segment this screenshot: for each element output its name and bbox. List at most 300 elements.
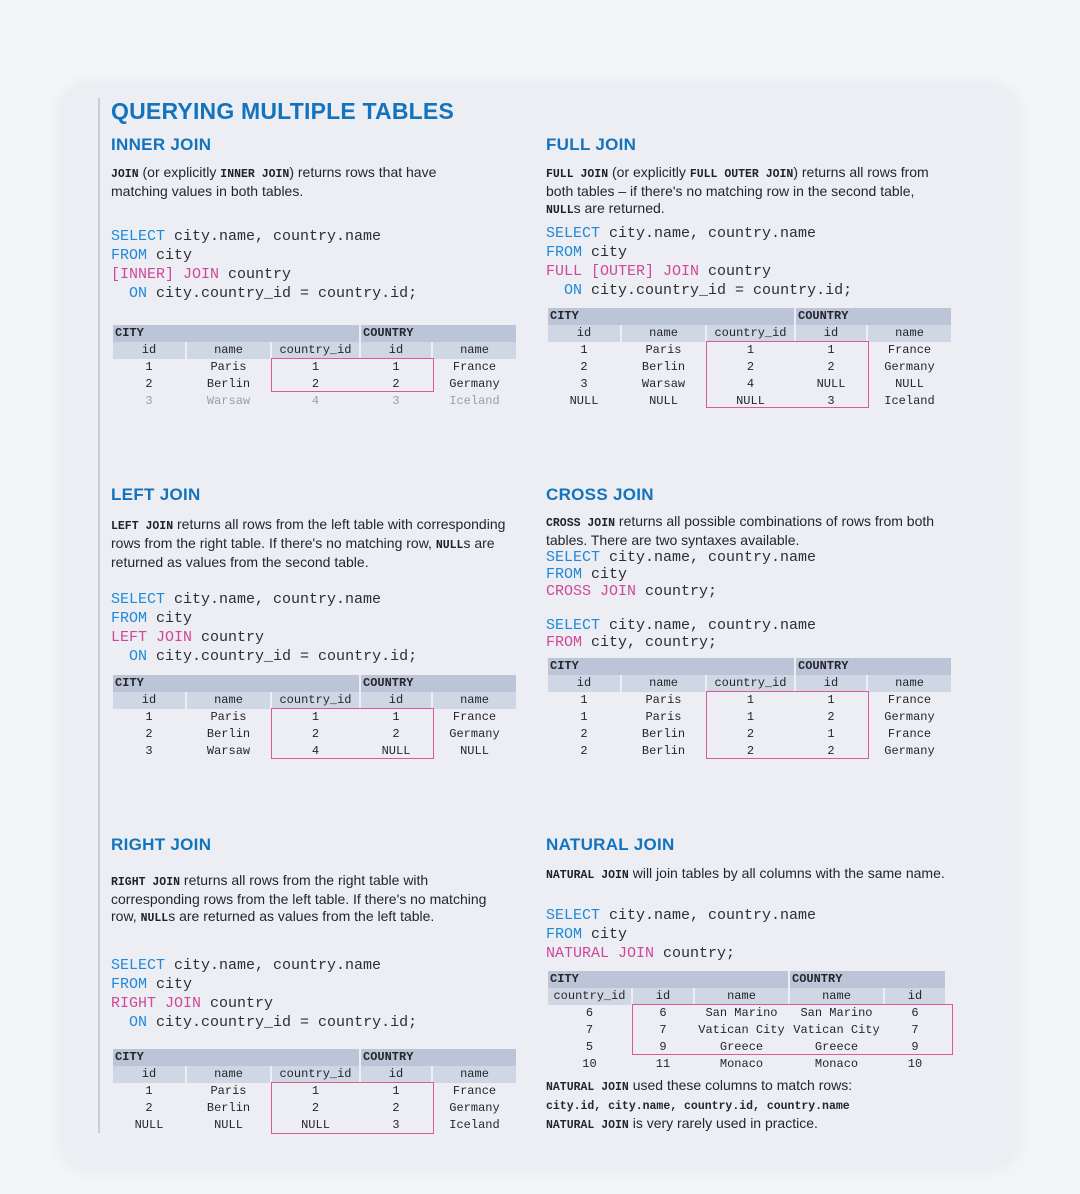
keyword: JOIN bbox=[111, 168, 139, 181]
column-header: id bbox=[796, 675, 866, 692]
table-cell: 1 bbox=[311, 1084, 320, 1098]
table-cell: 1 bbox=[392, 1084, 400, 1098]
sql-keyword: [INNER] JOIN bbox=[111, 266, 220, 283]
sql-keyword: SELECT bbox=[111, 591, 166, 608]
keyword: NATURAL JOIN bbox=[546, 869, 629, 882]
sql-text: city bbox=[582, 926, 628, 943]
table-row bbox=[113, 359, 516, 376]
table-cell: 10 bbox=[907, 1057, 923, 1071]
table-cell: Paris bbox=[210, 360, 247, 374]
table-cell: NULL bbox=[649, 394, 678, 408]
sql-text: city.name, country.name bbox=[165, 228, 382, 245]
column-header: id bbox=[361, 1066, 431, 1083]
right-table-name: COUNTRY bbox=[361, 325, 516, 342]
table-cell: Iceland bbox=[449, 1118, 500, 1132]
sql-keyword: FROM bbox=[546, 566, 583, 583]
column-header: id bbox=[548, 675, 620, 692]
sql-keyword: SELECT bbox=[546, 617, 601, 634]
table-cell: 1 bbox=[827, 343, 835, 357]
table-name-row bbox=[548, 658, 951, 675]
table-cell: Warsaw bbox=[206, 744, 251, 758]
table-cell: 4 bbox=[746, 377, 755, 391]
sql-text: country bbox=[219, 266, 292, 283]
table-cell: Berlin bbox=[641, 744, 686, 758]
table-cell: Berlin bbox=[206, 727, 251, 741]
table-cell: 2 bbox=[145, 377, 153, 391]
sql-keyword: ON bbox=[129, 1014, 148, 1031]
table-cell: 11 bbox=[655, 1057, 671, 1071]
table-name-row bbox=[113, 1049, 516, 1066]
table-header-row bbox=[548, 988, 945, 1005]
table-cell: Germany bbox=[884, 360, 935, 374]
text: ) returns rows that have matching values in both tables. bbox=[111, 164, 437, 199]
column-header: country_id bbox=[272, 1066, 359, 1083]
table-cell: 1 bbox=[746, 343, 755, 357]
natural-join-table bbox=[546, 971, 947, 1073]
code-block bbox=[546, 224, 852, 300]
table-cell: Germany bbox=[449, 1101, 500, 1115]
cross-join-description bbox=[546, 513, 951, 549]
right-table-name: COUNTRY bbox=[361, 675, 516, 692]
column-header: name bbox=[187, 342, 270, 359]
code-block bbox=[111, 227, 417, 303]
table-cell: NULL bbox=[134, 1118, 164, 1132]
table-header-row bbox=[113, 342, 516, 359]
left-join-code bbox=[111, 590, 417, 666]
full-join-code bbox=[546, 224, 852, 300]
keyword: CROSS JOIN bbox=[546, 517, 616, 530]
table-cell: 1 bbox=[145, 1084, 153, 1098]
table-cell: 2 bbox=[145, 727, 153, 741]
table-cell: Berlin bbox=[206, 377, 251, 391]
table-cell: Germany bbox=[884, 710, 935, 724]
table-cell: 2 bbox=[827, 360, 835, 374]
table-cell: NULL bbox=[816, 377, 846, 391]
keyword: INNER JOIN bbox=[220, 168, 290, 181]
table-cell: 9 bbox=[911, 1040, 919, 1054]
table-cell: Greece bbox=[814, 1040, 859, 1054]
text: is very rarely used in practice. bbox=[628, 1115, 818, 1131]
cross-join-code-alt bbox=[546, 617, 816, 651]
right-join-code bbox=[111, 956, 417, 1032]
table-cell: France bbox=[887, 343, 932, 357]
left-join-description bbox=[111, 516, 521, 571]
inner-join-code bbox=[111, 227, 417, 303]
keyword: FULL JOIN bbox=[546, 168, 609, 181]
sql-keyword: FULL [OUTER] JOIN bbox=[546, 263, 700, 280]
table-cell: NULL bbox=[381, 744, 411, 758]
table-cell: 7 bbox=[911, 1023, 919, 1037]
text: s are returned as values from the second table. bbox=[111, 535, 495, 570]
sql-keyword: ON bbox=[129, 285, 148, 302]
left-table-name: CITY bbox=[548, 308, 794, 325]
table-row bbox=[548, 1039, 945, 1056]
column-header: name bbox=[622, 675, 705, 692]
column-header: name bbox=[868, 675, 951, 692]
table-cell: NULL bbox=[736, 394, 765, 408]
sql-keyword: SELECT bbox=[546, 549, 601, 566]
sql-keyword: ON bbox=[129, 648, 148, 665]
column-header: name bbox=[790, 988, 883, 1005]
text: (or explicitly bbox=[608, 164, 690, 180]
text: returns all rows from the left table with corresponding rows from the right table. If there's no matching row, bbox=[111, 516, 506, 551]
natural-join-code bbox=[546, 906, 816, 963]
table-cell: 1 bbox=[580, 343, 588, 357]
table-cell: 6 bbox=[585, 1006, 594, 1020]
table-cell: 6 bbox=[911, 1006, 919, 1020]
table-row bbox=[113, 1100, 516, 1117]
natural-join-heading: NATURAL JOIN bbox=[546, 835, 675, 854]
table-cell: Monaco bbox=[814, 1057, 859, 1071]
table-row bbox=[113, 709, 516, 726]
table-row bbox=[548, 376, 951, 393]
table-cell: NULL bbox=[214, 1118, 243, 1132]
column-header: country_id bbox=[707, 675, 794, 692]
sql-keyword: SELECT bbox=[546, 225, 601, 242]
code-block bbox=[111, 956, 417, 1032]
table-row bbox=[548, 1005, 945, 1022]
keyword: NULL bbox=[140, 912, 169, 925]
table-header-row bbox=[113, 1066, 516, 1083]
code-block bbox=[546, 617, 816, 651]
table-cell: 3 bbox=[145, 744, 153, 758]
table-cell: France bbox=[887, 727, 932, 741]
column-header: id bbox=[361, 692, 431, 709]
keyword: NATURAL JOIN bbox=[546, 1081, 629, 1094]
table-cell: 2 bbox=[392, 377, 400, 391]
table-cell: 5 bbox=[585, 1040, 594, 1054]
sql-text: city bbox=[582, 566, 628, 583]
sql-text: city.name, country.name bbox=[600, 549, 817, 566]
section-cross-join bbox=[546, 485, 956, 549]
table-row bbox=[548, 709, 951, 726]
table-row bbox=[113, 1083, 516, 1100]
keyword: LEFT JOIN bbox=[111, 520, 174, 533]
column-header: id bbox=[548, 325, 620, 342]
table-cell: 1 bbox=[580, 710, 588, 724]
column-header: id bbox=[361, 342, 431, 359]
table-row bbox=[548, 726, 951, 743]
natural-result-table bbox=[546, 971, 947, 1073]
natural-join-note bbox=[546, 1077, 956, 1134]
table-cell: Paris bbox=[645, 710, 682, 724]
table-row bbox=[113, 726, 516, 743]
inner-result-table bbox=[111, 325, 518, 410]
table-cell: Paris bbox=[645, 343, 682, 357]
table-cell: Vatican City bbox=[698, 1023, 785, 1037]
table-cell: 2 bbox=[145, 1101, 153, 1115]
column-header: country_id bbox=[548, 988, 631, 1005]
column-header: id bbox=[113, 1066, 185, 1083]
table-row bbox=[548, 692, 951, 709]
table-cell: Paris bbox=[645, 693, 682, 707]
column-header: name bbox=[187, 1066, 270, 1083]
keyword: NULL bbox=[435, 539, 464, 552]
sql-keyword: ON bbox=[564, 282, 583, 299]
table-cell: France bbox=[887, 693, 932, 707]
sql-keyword: FROM bbox=[546, 244, 583, 261]
code-block bbox=[546, 549, 816, 600]
sql-text: city, country; bbox=[582, 634, 718, 651]
table-cell: San Marino bbox=[800, 1006, 873, 1020]
table-row bbox=[113, 1117, 516, 1134]
table-cell: 1 bbox=[827, 693, 835, 707]
right-table-name: COUNTRY bbox=[796, 658, 951, 675]
column-header: name bbox=[695, 988, 788, 1005]
table-cell: 4 bbox=[311, 744, 320, 758]
table-cell: 1 bbox=[145, 360, 153, 374]
sql-keyword: FROM bbox=[111, 247, 148, 264]
sql-text: country bbox=[201, 995, 274, 1012]
table-cell: Iceland bbox=[449, 394, 500, 408]
table-row bbox=[548, 342, 951, 359]
code-block bbox=[546, 906, 816, 963]
table-cell: 2 bbox=[827, 744, 835, 758]
table-cell: 1 bbox=[392, 710, 400, 724]
column-header: name bbox=[622, 325, 705, 342]
table-cell: Germany bbox=[449, 377, 500, 391]
table-name-row bbox=[548, 971, 945, 988]
sql-keyword: RIGHT JOIN bbox=[111, 995, 202, 1012]
column-header: name bbox=[868, 325, 951, 342]
keyword: RIGHT JOIN bbox=[111, 876, 181, 889]
sql-keyword: SELECT bbox=[546, 907, 601, 924]
right-table-name: COUNTRY bbox=[790, 971, 945, 988]
left-divider bbox=[98, 98, 100, 1133]
right-result-table bbox=[111, 1049, 518, 1134]
table-cell: 3 bbox=[392, 394, 400, 408]
table-cell: 2 bbox=[827, 710, 835, 724]
sql-text: city bbox=[582, 244, 628, 261]
table-header-row bbox=[548, 325, 951, 342]
cross-join-heading: CROSS JOIN bbox=[546, 485, 654, 504]
table-cell: 3 bbox=[827, 394, 835, 408]
table-cell: Warsaw bbox=[206, 394, 251, 408]
right-join-heading: RIGHT JOIN bbox=[111, 835, 212, 854]
sql-keyword: CROSS JOIN bbox=[546, 583, 637, 600]
table-cell: Paris bbox=[210, 1084, 247, 1098]
table-cell: 2 bbox=[311, 1101, 320, 1115]
sql-keyword: FROM bbox=[546, 926, 583, 943]
table-header-row bbox=[113, 692, 516, 709]
table-cell: 1 bbox=[311, 360, 320, 374]
table-cell: 2 bbox=[746, 360, 755, 374]
text: s are returned. bbox=[573, 200, 665, 216]
table-name-row bbox=[113, 675, 516, 692]
table-cell: 1 bbox=[746, 710, 755, 724]
table-cell: Germany bbox=[449, 727, 500, 741]
column-header: country_id bbox=[272, 692, 359, 709]
full-join-table bbox=[546, 308, 953, 410]
sql-text: country; bbox=[636, 583, 718, 600]
sql-keyword: FROM bbox=[111, 610, 148, 627]
left-join-heading: LEFT JOIN bbox=[111, 485, 201, 504]
sql-text: city bbox=[147, 610, 193, 627]
column-header: id bbox=[885, 988, 945, 1005]
table-cell: 1 bbox=[145, 710, 153, 724]
table-cell: 2 bbox=[392, 727, 400, 741]
inner-join-description bbox=[111, 164, 491, 200]
table-cell: Germany bbox=[884, 744, 935, 758]
page-title: QUERYING MULTIPLE TABLES bbox=[111, 98, 454, 124]
keyword: FULL OUTER JOIN bbox=[689, 168, 794, 181]
table-row bbox=[548, 393, 951, 410]
table-cell: Monaco bbox=[719, 1057, 764, 1071]
text: returns all possible combinations of rows from both tables. There are two syntaxes available. bbox=[546, 513, 935, 548]
table-row bbox=[113, 743, 516, 760]
section-inner-join bbox=[111, 135, 521, 200]
table-cell: NULL bbox=[569, 394, 599, 408]
table-cell: Berlin bbox=[206, 1101, 251, 1115]
left-join-table bbox=[111, 675, 518, 760]
table-row bbox=[548, 1022, 945, 1039]
sql-keyword: SELECT bbox=[111, 228, 166, 245]
left-table-name: CITY bbox=[548, 971, 788, 988]
table-name-row bbox=[548, 308, 951, 325]
sql-text: city.name, country.name bbox=[165, 591, 382, 608]
table-cell: 3 bbox=[145, 394, 153, 408]
column-header: country_id bbox=[707, 325, 794, 342]
table-cell: 1 bbox=[311, 710, 320, 724]
table-cell: 3 bbox=[580, 377, 588, 391]
left-table-name: CITY bbox=[548, 658, 794, 675]
text: ) returns all rows from both tables – if there's no matching row in the second table, bbox=[546, 164, 929, 199]
table-cell: France bbox=[452, 710, 497, 724]
cross-result-table bbox=[546, 658, 953, 760]
keyword: NATURAL JOIN bbox=[546, 1119, 629, 1132]
right-join-description bbox=[111, 872, 506, 927]
table-name-row bbox=[113, 325, 516, 342]
full-join-description bbox=[546, 164, 951, 219]
sql-text: city.country_id = country.id; bbox=[147, 1014, 418, 1031]
text: s are returned as values from the left table. bbox=[168, 908, 435, 924]
column-header: country_id bbox=[272, 342, 359, 359]
table-cell: 10 bbox=[582, 1057, 597, 1071]
table-cell: 2 bbox=[746, 727, 755, 741]
table-cell: 2 bbox=[311, 377, 320, 391]
table-cell: 1 bbox=[746, 693, 755, 707]
table-cell: 7 bbox=[659, 1023, 667, 1037]
table-row bbox=[113, 393, 516, 410]
left-table-name: CITY bbox=[113, 675, 359, 692]
left-table-name: CITY bbox=[113, 325, 359, 342]
text: will join tables by all columns with the same name. bbox=[628, 865, 945, 881]
table-cell: Berlin bbox=[641, 360, 686, 374]
text: returns all rows from the right table with corresponding rows from the left table. If there's no matching row, bbox=[111, 872, 487, 924]
keyword: NULL bbox=[546, 204, 574, 217]
table-cell: NULL bbox=[460, 744, 489, 758]
column-header: name bbox=[433, 1066, 516, 1083]
full-result-table bbox=[546, 308, 953, 410]
table-cell: 2 bbox=[580, 360, 588, 374]
sql-keyword: FROM bbox=[546, 634, 583, 651]
sql-keyword: FROM bbox=[111, 976, 148, 993]
cross-join-code bbox=[546, 549, 816, 600]
column-header: name bbox=[187, 692, 270, 709]
table-cell: Iceland bbox=[884, 394, 935, 408]
table-cell: Greece bbox=[719, 1040, 764, 1054]
right-table-name: COUNTRY bbox=[361, 1049, 516, 1066]
table-cell: 6 bbox=[659, 1006, 667, 1020]
table-cell: Vatican City bbox=[793, 1023, 880, 1037]
right-join-table bbox=[111, 1049, 518, 1134]
sql-text: city bbox=[147, 247, 193, 264]
table-cell: 2 bbox=[580, 727, 588, 741]
table-cell: Paris bbox=[210, 710, 247, 724]
table-cell: France bbox=[452, 1084, 497, 1098]
sql-text: city.name, country.name bbox=[600, 907, 817, 924]
sql-text: country bbox=[192, 629, 265, 646]
table-row bbox=[548, 359, 951, 376]
section-full-join bbox=[546, 135, 956, 219]
cross-join-table bbox=[546, 658, 953, 760]
sql-text: city bbox=[147, 976, 193, 993]
section-right-join bbox=[111, 835, 521, 927]
table-cell: 1 bbox=[580, 693, 588, 707]
sql-text: city.country_id = country.id; bbox=[147, 285, 418, 302]
section-natural-join bbox=[546, 835, 956, 884]
table-cell: San Marino bbox=[705, 1006, 778, 1020]
inner-join-table bbox=[111, 325, 518, 410]
natural-join-description bbox=[546, 865, 951, 884]
section-left-join bbox=[111, 485, 521, 571]
table-row bbox=[113, 376, 516, 393]
sql-text: city.country_id = country.id; bbox=[582, 282, 853, 299]
inner-join-heading: INNER JOIN bbox=[111, 135, 212, 154]
table-cell: 2 bbox=[311, 727, 320, 741]
text: used these columns to match rows: bbox=[628, 1077, 853, 1093]
table-cell: 1 bbox=[827, 727, 835, 741]
full-join-heading: FULL JOIN bbox=[546, 135, 637, 154]
sql-keyword: SELECT bbox=[111, 957, 166, 974]
column-header: id bbox=[113, 692, 185, 709]
table-cell: 3 bbox=[392, 1118, 400, 1132]
sql-text: country bbox=[699, 263, 772, 280]
column-header: name bbox=[433, 692, 516, 709]
table-cell: NULL bbox=[301, 1118, 330, 1132]
sql-text: city.name, country.name bbox=[600, 225, 817, 242]
sql-text: city.name, country.name bbox=[600, 617, 817, 634]
table-cell: 7 bbox=[585, 1023, 594, 1037]
text: (or explicitly bbox=[138, 164, 221, 180]
table-cell: Warsaw bbox=[641, 377, 686, 391]
table-row bbox=[548, 1056, 945, 1073]
table-cell: 9 bbox=[659, 1040, 667, 1054]
code-block bbox=[111, 590, 417, 666]
column-header: id bbox=[633, 988, 693, 1005]
left-table-name: CITY bbox=[113, 1049, 359, 1066]
matched-columns: city.id, city.name, country.id, country.name bbox=[546, 1100, 850, 1113]
table-cell: 2 bbox=[392, 1101, 400, 1115]
table-cell: NULL bbox=[895, 377, 924, 391]
table-cell: 2 bbox=[746, 744, 755, 758]
table-header-row bbox=[548, 675, 951, 692]
column-header: name bbox=[433, 342, 516, 359]
table-cell: 1 bbox=[392, 360, 400, 374]
table-cell: 4 bbox=[311, 394, 320, 408]
table-cell: France bbox=[452, 360, 497, 374]
sql-text: city.name, country.name bbox=[165, 957, 382, 974]
column-header: id bbox=[113, 342, 185, 359]
sql-text: country; bbox=[654, 945, 736, 962]
left-result-table bbox=[111, 675, 518, 760]
right-table-name: COUNTRY bbox=[796, 308, 951, 325]
table-row bbox=[548, 743, 951, 760]
sql-keyword: NATURAL JOIN bbox=[546, 945, 655, 962]
column-header: id bbox=[796, 325, 866, 342]
sql-text: city.country_id = country.id; bbox=[147, 648, 418, 665]
table-cell: 2 bbox=[580, 744, 588, 758]
